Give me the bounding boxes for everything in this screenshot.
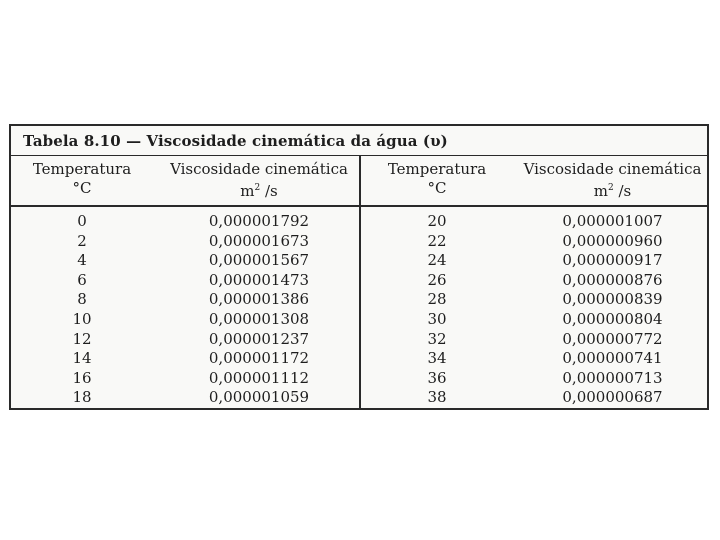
temperature-column-left bbox=[11, 212, 153, 408]
viscosity-cell: 0,000001172 bbox=[208, 349, 310, 368]
viscosity-column-left bbox=[159, 212, 359, 408]
temperature-cell: 14 bbox=[72, 349, 92, 368]
viscosity-cell: 0,000000960 bbox=[562, 231, 663, 250]
viscosity-cell: 0,000001792 bbox=[208, 212, 310, 230]
header-viscosity-unit: $m^2$ /s bbox=[593, 182, 632, 200]
temperature-cell: 2 bbox=[77, 231, 87, 250]
header-viscosity-unit: $m^2$ /s bbox=[240, 182, 278, 200]
header-viscosity-label: Viscosidade cinemática bbox=[523, 160, 702, 178]
temperature-cell: 0 bbox=[77, 212, 87, 230]
temperature-cell: 34 bbox=[427, 349, 447, 368]
viscosity-cell: 0,000001059 bbox=[208, 388, 310, 407]
viscosity-cell: 0,000000687 bbox=[562, 388, 663, 407]
viscosity-cell: 0,000000876 bbox=[562, 270, 663, 289]
temperature-cell: 22 bbox=[427, 231, 447, 250]
temperature-cell: 12 bbox=[72, 329, 92, 348]
viscosity-column-right bbox=[516, 212, 709, 408]
temperature-cell: 36 bbox=[427, 368, 447, 387]
viscosity-cell: 0,000000804 bbox=[562, 309, 663, 328]
temperature-cell: 6 bbox=[77, 270, 87, 289]
viscosity-cell: 0,000001673 bbox=[208, 231, 310, 250]
header-viscosity-left bbox=[159, 160, 359, 201]
header-temperature-label: Temperatura bbox=[32, 160, 132, 178]
temperature-cell: 18 bbox=[72, 388, 92, 407]
viscosity-cell: 0,000000772 bbox=[562, 329, 663, 348]
temperature-cell: 10 bbox=[72, 309, 92, 328]
temperature-cell: 8 bbox=[77, 290, 87, 309]
header-viscosity-label: Viscosidade cinemática bbox=[170, 160, 348, 178]
viscosity-cell: 0,000001112 bbox=[208, 368, 310, 387]
temperature-cell: 4 bbox=[77, 251, 87, 270]
header-temperature-label: Temperatura bbox=[387, 160, 487, 178]
viscosity-cell: 0,000001237 bbox=[208, 329, 310, 348]
table-caption: Tabela 8.10 — Viscosidade cinemática da água (υ) bbox=[23, 132, 448, 150]
temperature-cell: 28 bbox=[427, 290, 447, 309]
temperature-cell: 16 bbox=[72, 368, 92, 387]
temperature-cell: 30 bbox=[427, 309, 447, 328]
viscosity-cell: 0,000001308 bbox=[208, 309, 310, 328]
viscosity-cell: 0,000000713 bbox=[562, 368, 663, 387]
header-temperature-unit: °C bbox=[72, 179, 92, 197]
header-temperature-unit: °C bbox=[427, 179, 447, 197]
header-viscosity-right bbox=[516, 160, 709, 201]
viscosity-cell: 0,000001473 bbox=[208, 270, 310, 289]
viscosity-cell: 0,000000917 bbox=[562, 251, 663, 270]
temperature-column-right bbox=[361, 212, 513, 408]
header-temperature-left bbox=[11, 160, 153, 198]
viscosity-cell: 0,000000839 bbox=[562, 290, 663, 309]
temperature-cell: 32 bbox=[427, 329, 447, 348]
temperature-cell: 38 bbox=[427, 388, 447, 407]
viscosity-cell: 0,000000741 bbox=[562, 349, 663, 368]
viscosity-table bbox=[9, 124, 709, 410]
header-temperature-right bbox=[361, 160, 513, 198]
viscosity-cell: 0,000001567 bbox=[208, 251, 310, 270]
temperature-cell: 20 bbox=[427, 212, 447, 230]
viscosity-cell: 0,000001386 bbox=[208, 290, 310, 309]
viscosity-cell: 0,000001007 bbox=[562, 212, 663, 230]
temperature-cell: 26 bbox=[427, 270, 447, 289]
temperature-cell: 24 bbox=[427, 251, 447, 270]
